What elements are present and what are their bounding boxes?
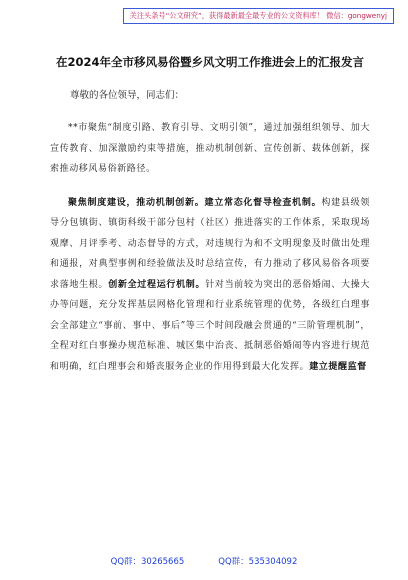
section-heading: 聚焦制度建设，推动机制创新。 bbox=[68, 197, 205, 208]
qq-group-1: QQ群：30265665 bbox=[110, 557, 185, 567]
promo-banner-text: 关注头条号“公文研究”，获得最新最全最专业的公文资料库！ 微信：gongwenyj bbox=[123, 8, 394, 24]
subsection-heading-1: 建立常态化督导检查机制。 bbox=[204, 197, 322, 208]
header-banner bbox=[0, 0, 408, 40]
document-page bbox=[50, 52, 370, 377]
subsection-text-1: 构建县级领导分包镇街、镇街科级干部分包村（社区）推进落实的工作体系，采取现场观摩、月评季考、动态督导的方式，对违规行为和不文明现象及时做出处理和通报，对典型事例和经验做法及时总结宣传，有力推动了移风易俗各项要求落地生根。 bbox=[50, 197, 370, 290]
subsection-heading-2: 创新全过程运行机制。 bbox=[108, 279, 206, 290]
intro-paragraph: **市聚焦“制度引路、教育引导、文明引领”，通过加强组织领导、加大宣传教育、加深激励约束等措施，推动机制创新、宣传创新、载体创新，探索推动移风易俗新路径。 bbox=[50, 123, 370, 174]
footer bbox=[0, 555, 408, 567]
subsection-heading-3: 建立提醒监督 bbox=[309, 361, 367, 372]
document-title: 在2024年全市移风易俗暨乡风文明工作推进会上的汇报发言 bbox=[55, 55, 364, 69]
qq-group-2: QQ群：535304092 bbox=[218, 557, 298, 567]
greeting: 尊敬的各位领导，同志们： bbox=[70, 90, 185, 101]
section-paragraph bbox=[50, 193, 370, 378]
subsection-text-2: 针对当前较为突出的恶俗婚闹、大操大办等问题，充分发挥基层网格化管理和行业系统管理的优势，各级红白理事会全部建立“事前、事中、事后”等三个时间段融会贯通的“三阶管理机制”，全程对红白事操办规范标准、城区集中治丧、抵制恶俗婚闹等内容进行规范和明确，红白理事会和婚丧服务企业的作用得到最大化发挥。 bbox=[50, 279, 370, 372]
